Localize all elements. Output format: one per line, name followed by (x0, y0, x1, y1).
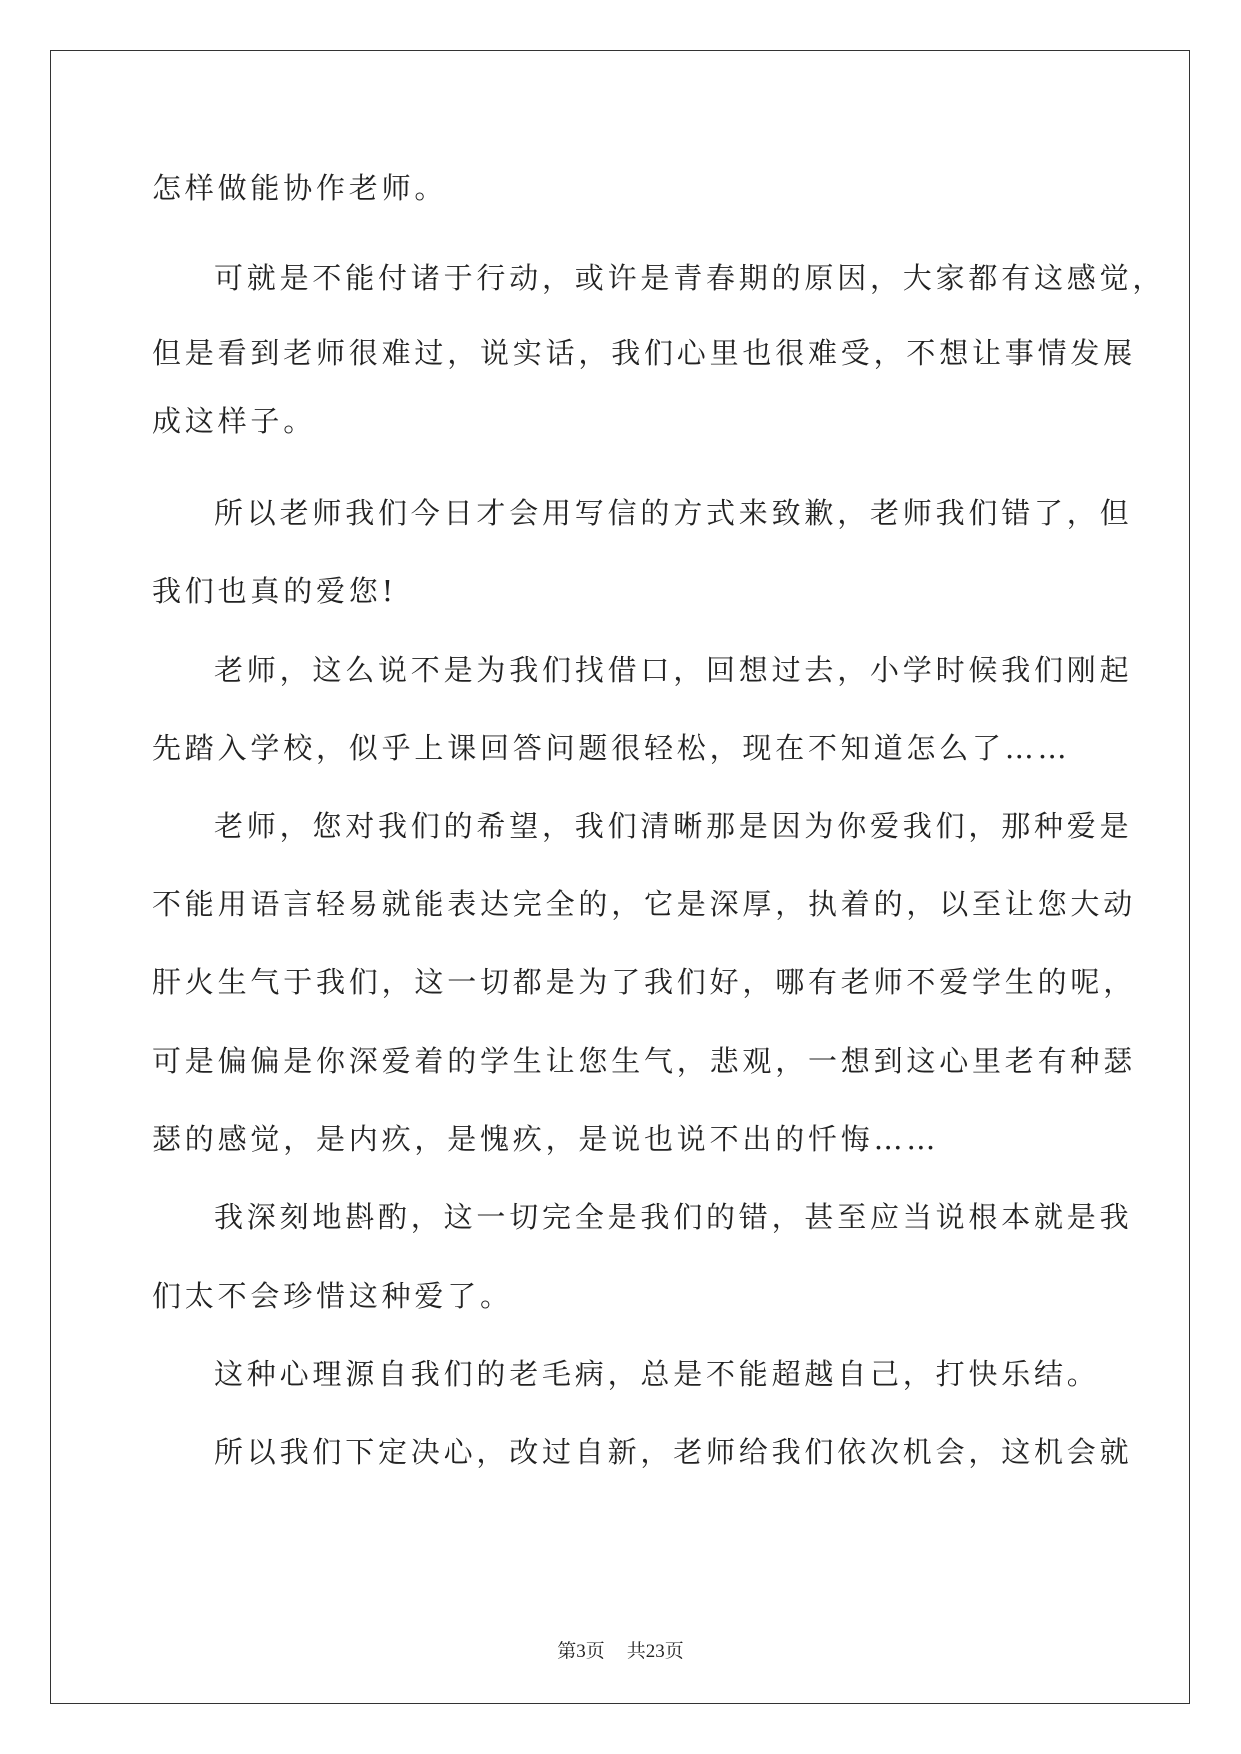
text-line: 先踏入学校，似乎上课回答问题很轻松，现在不知道怎么了…… (152, 731, 1071, 765)
text-line: 所以老师我们今日才会用写信的方式来致歉，老师我们错了，但 (214, 496, 1133, 530)
text-line: 我们也真的爱您! (152, 574, 398, 608)
text-line: 可就是不能付诸于行动，或许是青春期的原因，大家都有这感觉， (214, 261, 1166, 295)
text-line: 但是看到老师很难过，说实话，我们心里也很难受，不想让事情发展 (152, 336, 1137, 370)
text-line: 这种心理源自我们的老毛病，总是不能超越自己，打快乐结。 (214, 1357, 1100, 1391)
text-line: 老师，您对我们的希望，我们清晰那是因为你爱我们，那种爱是 (214, 809, 1133, 843)
text-line: 老师，这么说不是为我们找借口，回想过去，小学时候我们刚起 (214, 653, 1133, 687)
page-footer (0, 1636, 1241, 1663)
text-line: 可是偏偏是你深爱着的学生让您生气，悲观，一想到这心里老有种瑟 (152, 1044, 1137, 1078)
page-total: 共23页 (626, 1641, 684, 1662)
text-line: 不能用语言轻易就能表达完全的，它是深厚，执着的，以至让您大动 (152, 887, 1137, 921)
text-line: 瑟的感觉，是内疚，是愧疚，是说也说不出的忏悔…… (152, 1122, 940, 1156)
page-number: 第3页 (557, 1641, 605, 1662)
text-line: 我深刻地斟酌，这一切完全是我们的错，甚至应当说根本就是我 (214, 1200, 1133, 1234)
text-line: 所以我们下定决心，改过自新，老师给我们依次机会，这机会就 (214, 1435, 1133, 1469)
text-line: 怎样做能协作老师。 (152, 171, 448, 205)
text-line: 肝火生气于我们，这一切都是为了我们好，哪有老师不爱学生的呢， (152, 965, 1137, 999)
text-line: 成这样子。 (152, 404, 317, 438)
text-line: 们太不会珍惜这种爱了。 (152, 1279, 513, 1313)
